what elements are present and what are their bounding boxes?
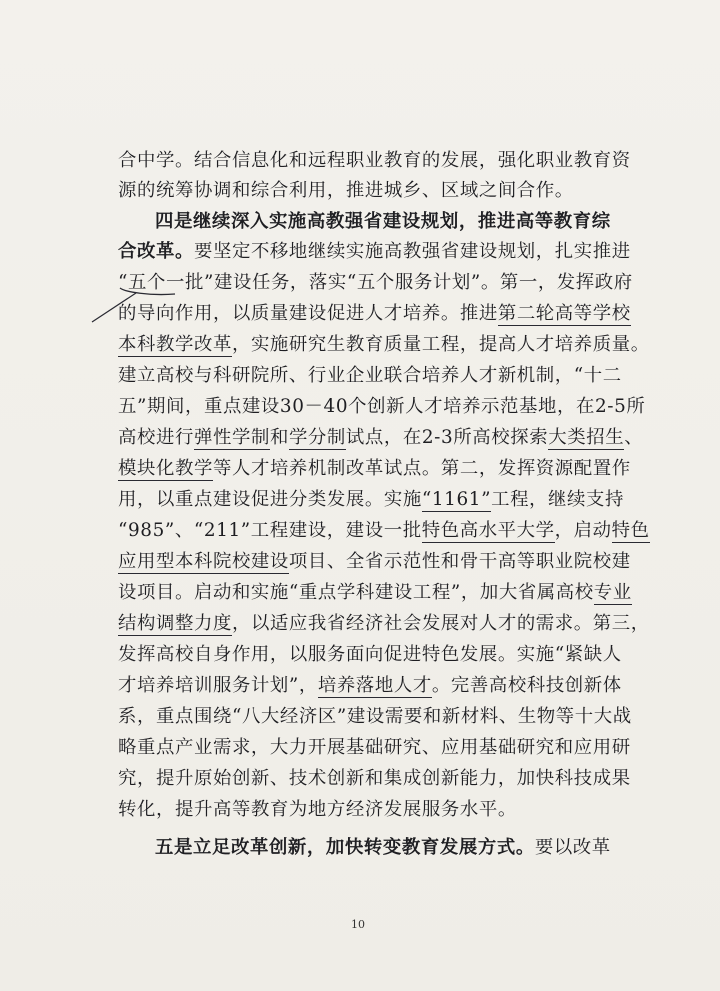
underlined-text: 模块化教学 — [118, 458, 213, 479]
underlined-text: 培养落地人才 — [317, 675, 432, 696]
text-segment: ，实施研究生教育质量工程，提高人才培养质量。 — [231, 334, 650, 355]
text-segment: 工程，继续支持 — [491, 489, 625, 510]
text-segment: 要以改革 — [534, 837, 611, 858]
underlined-text: 结构调整力度 — [118, 613, 232, 634]
text-segment: 要坚定不移地继续实施高教强省建设规划，扎实推进 — [193, 241, 631, 262]
underlined-text: “1161” — [421, 489, 492, 510]
text-segment: 转化，提升高等教育为地方经济发展服务水平。 — [118, 799, 517, 820]
text-segment: 究，提升原始创新、技术创新和集成创新能力，加快科技成果 — [118, 768, 631, 789]
text-segment: “985”、“211”工程建设，建设一批 — [118, 520, 422, 541]
underlined-text: 第二轮高等学校 — [497, 303, 631, 324]
text-segment: 的导向作用，以质量建设促进人才培养。推进 — [118, 303, 498, 324]
underlined-text: 大类招生 — [548, 427, 625, 448]
text-segment: 发挥高校自身作用，以服务面向促进特色发展。实施“紧缺人 — [118, 644, 622, 665]
underlined-text: 应用型本科院校建设 — [118, 551, 289, 572]
text-segment: ，以适应我省经济社会发展对人才的需求。第三， — [231, 613, 650, 634]
text-segment: 系，重点围绕“八大经济区”建设需要和新材料、生物等十大战 — [118, 706, 632, 727]
text-segment: 设项目。启动和实施“重点学科建设工程”，加大省属高校 — [118, 582, 594, 603]
text-segment: ，启动 — [554, 520, 612, 541]
text-segment: 高校进行 — [118, 427, 194, 448]
text-segment: 合中学。结合信息化和远程职业教育的发展，强化职业教育资 — [118, 150, 631, 171]
section-heading-end: 合改革。 — [118, 241, 194, 262]
underlined-text: 专业 — [593, 582, 632, 603]
text-segment: 建立高校与科研院所、行业企业联合培养人才新机制，“十二 — [118, 365, 622, 386]
text-segment: 项目、全省示范性和骨干高等职业院校建 — [288, 551, 631, 572]
text-segment: 源的统筹协调和综合利用，推进城乡、区域之间合作。 — [118, 180, 574, 201]
text-segment: 和 — [269, 427, 289, 448]
underlined-text: 特色 — [611, 520, 650, 541]
text-segment: 等人才培养机制改革试点。第二，发挥资源配置作 — [212, 458, 631, 479]
underlined-text: 学分制 — [288, 427, 346, 448]
section-heading: 四是继续深入实施高教强省建设规划，推进高等教育综 — [155, 211, 611, 232]
underlined-text: 特色高水平大学 — [421, 520, 555, 541]
text-segment: 试点，在2-3所高校探索 — [345, 427, 549, 448]
text-segment: “五个一批”建设任务，落实“五个服务计划”。第一，发挥政府 — [118, 272, 633, 293]
page-number: 10 — [351, 918, 365, 931]
underlined-text: 本科教学改革 — [118, 334, 232, 355]
underlined-text: 弹性学制 — [193, 427, 270, 448]
text-segment: 用，以重点建设促进分类发展。实施 — [118, 489, 422, 510]
text-segment: 、 — [624, 427, 644, 448]
section-heading: 五是立足改革创新，加快转变教育发展方式。 — [155, 837, 535, 858]
text-segment: 五”期间，重点建设30－40个创新人才培养示范基地，在2-5所 — [118, 396, 646, 417]
text-segment: 。完善高校科技创新体 — [431, 675, 622, 696]
text-segment: 才培养培训服务计划”， — [118, 675, 318, 696]
text-segment: 略重点产业需求，大力开展基础研究、应用基础研究和应用研 — [118, 737, 631, 758]
